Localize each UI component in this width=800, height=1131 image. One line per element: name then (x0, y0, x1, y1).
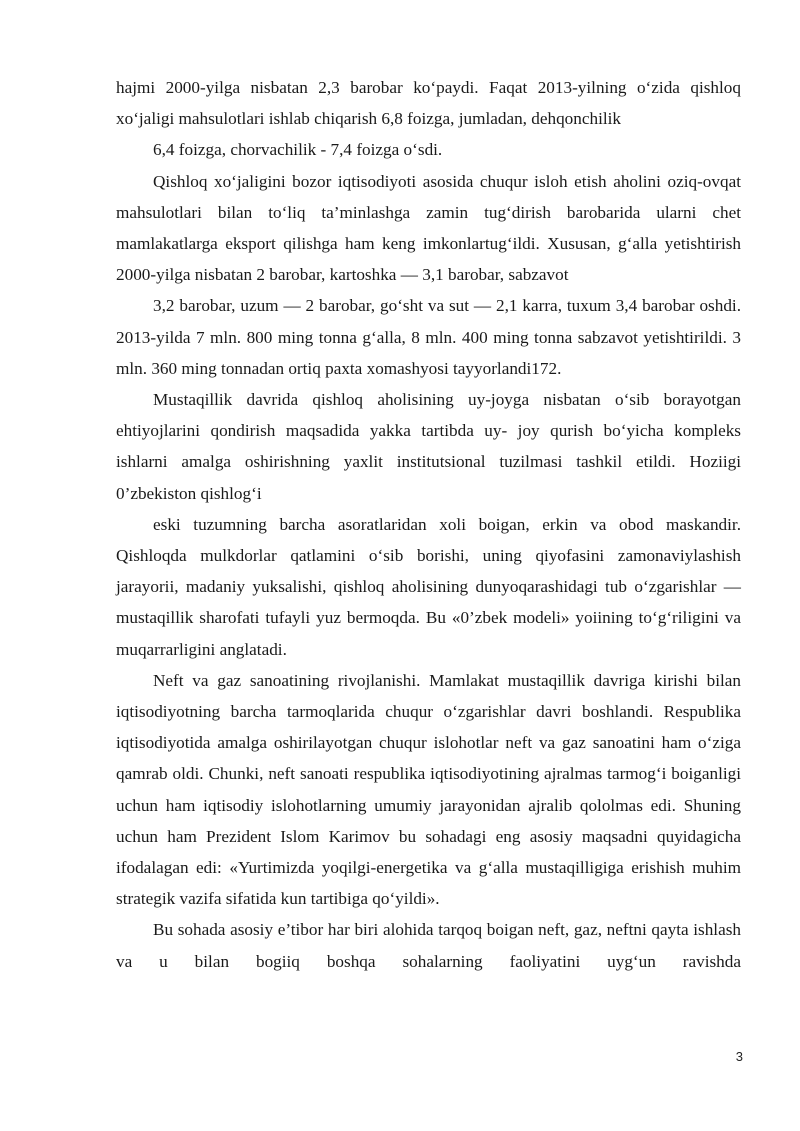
paragraph: 3,2 barobar, uzum — 2 barobar, go‘sht va sut — 2,1 karra, tuxum 3,4 barobar oshdi. 2013-yilda 7 mln. 800 ming tonna g‘alla, 8 mln. 400 ming tonna sabzavot yetishtirildi. 3 mln. 360 ming tonnadan ortiq paxta xomashyosi tayyorlandi172. (116, 296, 741, 378)
paragraph: Mustaqillik davrida qishloq aholisining uy-joyga nisbatan o‘sib borayotgan ehtiyojlarini qondirish maqsadida yakka tartibda uy- joy qurish bo‘yicha kompleks ishlarni amalga oshirishning yaxlit institutsional tuzilmasi tashkil etildi. Hoziigi 0’zbekiston qishlog‘i (116, 390, 741, 503)
paragraph: Bu sohada asosiy e’tibor har biri alohida tarqoq boigan neft, gaz, neftni qayta ishlash va u bilan bogiiq boshqa sohalarning faoliyatini uyg‘un ravishda (116, 920, 741, 971)
paragraph: eski tuzumning barcha asoratlaridan xoli boigan, erkin va obod maskandir. Qishloqda mulkdorlar qatlamini o‘sib borishi, uning qiyofasini zamonaviylashish jarayorii, madaniy yuksalishi, qishloq aholisining dunyoqarashidagi tub o‘zgarishlar — mustaqillik sharofati tufayli yuz bermoqda. Bu «0’zbek modeli» yoiining to‘g‘riligini va muqarrarligini anglatadi. (116, 514, 741, 659)
body-text (116, 72, 741, 977)
page-number: 3 (735, 1049, 743, 1064)
paragraph: Qishloq xo‘jaligini bozor iqtisodiyoti asosida chuqur isloh etish aholini oziq-ovqat mahsulotlari bilan to‘liq ta’minlashga zamin tug‘dirish barobarida ularni chet mamlakatlarga eksport qilishga ham keng imkonlartug‘ildi. Xususan, g‘alla yetishtirish 2000-yilga nisbatan 2 barobar, kartoshka — 3,1 barobar, sabzavot (116, 171, 741, 285)
paragraph: Neft va gaz sanoatining rivojlanishi. Mamlakat mustaqillik davriga kirishi bilan iqtisodiyotning barcha tarmoqlarida chuqur o‘zgarishlar davri boshlandi. Respublika iqtisodiyotida amalga oshirilayotgan chuqur islohotlar neft va gaz sanoatini ham o‘ziga qamrab oldi. Chunki, neft sanoati respublika iqtisodiyotining ajralmas tarmog‘i boiganligi uchun ham iqtisodiy islohotlarning umumiy jarayonidan ajralib qololmas edi. Shuning uchun ham Prezident Islom Karimov bu sohadagi eng asosiy maqsadni quyidagicha ifodalagan edi: «Yurtimizda yoqilgi-energetika va g‘alla mustaqilligiga erishish muhim strategik vazifa sifatida kun tartibiga qo‘yildi». (116, 670, 741, 909)
paragraph: hajmi 2000-yilga nisbatan 2,3 barobar ko‘paydi. Faqat 2013-yilning o‘zida qishloq xo‘jaligi mahsulotlari ishlab chiqarish 6,8 foizga, jumladan, dehqonchilik (116, 78, 741, 129)
paragraph: 6,4 foizga, chorvachilik - 7,4 foizga o‘sdi. (153, 140, 443, 160)
